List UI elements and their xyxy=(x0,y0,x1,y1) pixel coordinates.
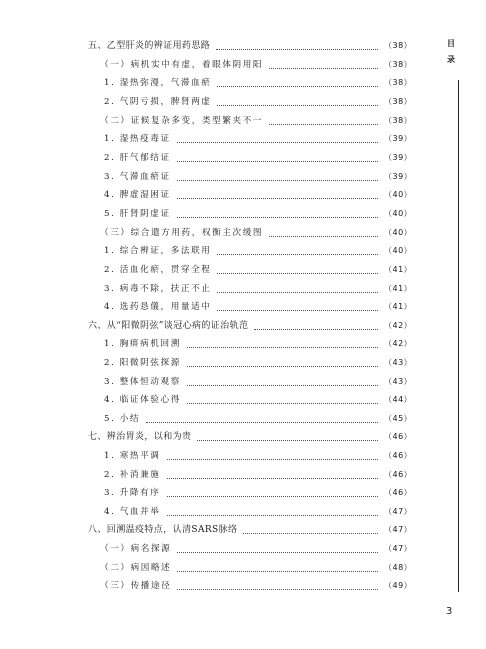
toc-entry xyxy=(0,149,486,167)
toc-entry xyxy=(0,391,486,409)
toc-page-number: （46） xyxy=(384,470,413,479)
toc-entry xyxy=(0,280,486,298)
toc-entry-title: 五、乙型肝炎的辨证用药思路 xyxy=(88,41,211,51)
toc-page-number: （41） xyxy=(384,302,413,311)
toc-entry xyxy=(0,224,486,242)
toc-entry-title: 1. 寒热平调 xyxy=(104,451,161,461)
toc-entry-title: 六、从“阳微阴弦”谈冠心病的证治轨范 xyxy=(88,321,249,331)
toc-entry-title: 4. 选药恳儀，用量适中 xyxy=(104,302,212,312)
toc-entry-title: 3. 病毒不除，扶正不止 xyxy=(104,284,212,294)
toc-entry-title: 3. 升降有序 xyxy=(104,488,161,498)
dot-leader xyxy=(216,49,378,50)
dot-leader xyxy=(197,440,378,441)
toc-entry xyxy=(0,373,486,391)
side-tab-char: 目 xyxy=(447,39,455,48)
toc-page-number: （47） xyxy=(384,507,413,516)
dot-leader xyxy=(243,533,378,534)
toc-page-number: （39） xyxy=(384,153,413,162)
toc-page-number: （46） xyxy=(384,451,413,460)
toc-page-number: （39） xyxy=(384,134,413,143)
toc-entry-title: 4. 临证体验心得 xyxy=(104,395,181,405)
toc-page-number: （48） xyxy=(384,563,413,572)
toc-page-number: （41） xyxy=(384,265,413,274)
toc-entry-title: 1. 湿热弥漫，气滞血瘀 xyxy=(104,78,212,88)
dot-leader xyxy=(177,142,378,143)
toc-page-number: （46） xyxy=(384,432,413,441)
toc-entry-title: （三）综合遣方用药，权衡主次缓图 xyxy=(100,228,264,238)
toc-page-number: （39） xyxy=(384,172,413,181)
toc-page-number: （47） xyxy=(384,525,413,534)
toc-entry xyxy=(0,577,486,595)
dot-leader xyxy=(167,459,378,460)
toc-page-number: （44） xyxy=(384,395,413,404)
dot-leader xyxy=(167,478,378,479)
toc-entry-title: 3. 整体恒动观察 xyxy=(104,377,181,387)
toc-page-number: （38） xyxy=(384,97,413,106)
dot-leader xyxy=(217,254,378,255)
toc-page-number: （49） xyxy=(384,581,413,590)
toc-entry xyxy=(0,559,486,577)
page-number: 3 xyxy=(446,606,453,617)
toc-entry-title: 4. 脾虚湿困证 xyxy=(104,190,171,200)
toc-page-number: （42） xyxy=(384,339,413,348)
side-tab-contents xyxy=(444,36,458,68)
toc-entry xyxy=(0,428,486,446)
toc-entry xyxy=(0,484,486,502)
dot-leader xyxy=(217,310,378,311)
side-tab-char: 录 xyxy=(447,55,455,64)
dot-leader xyxy=(217,292,378,293)
toc-entry-title: （三）传播途径 xyxy=(100,581,172,591)
toc-entry xyxy=(0,410,486,428)
toc-page-number: （42） xyxy=(384,321,413,330)
dot-leader xyxy=(187,403,378,404)
toc-entry-title: 1. 湿热疫毒证 xyxy=(104,134,171,144)
toc-entry xyxy=(0,447,486,465)
dot-leader xyxy=(177,571,378,572)
toc-entry-title: 2. 肝气郁结证 xyxy=(104,153,171,163)
dot-leader xyxy=(217,86,378,87)
dot-leader xyxy=(217,105,378,106)
toc-entry xyxy=(0,37,486,55)
toc-entry xyxy=(0,242,486,260)
toc-page-number: （40） xyxy=(384,246,413,255)
dot-leader xyxy=(167,496,378,497)
toc-entry xyxy=(0,521,486,539)
dot-leader xyxy=(177,217,378,218)
toc-page-number: （43） xyxy=(384,358,413,367)
toc-entry xyxy=(0,298,486,316)
toc-entry-title: 5. 小结 xyxy=(104,414,141,424)
toc-page-number: （46） xyxy=(384,488,413,497)
toc-entry xyxy=(0,261,486,279)
toc-entry-title: （一）病机实中有虚，着眼体阴用阳 xyxy=(100,60,264,70)
toc-entry-title: 5. 肝肾阴虚证 xyxy=(104,209,171,219)
dot-leader xyxy=(177,198,378,199)
toc-entry xyxy=(0,354,486,372)
toc-page-number: （38） xyxy=(384,41,413,50)
toc-page-number: （47） xyxy=(384,544,413,553)
dot-leader xyxy=(177,180,378,181)
toc-entry-title: 1. 综合辨证，多法联用 xyxy=(104,246,212,256)
toc-page-number: （38） xyxy=(384,116,413,125)
toc-entry xyxy=(0,74,486,92)
dot-leader xyxy=(146,422,378,423)
toc-entry-title: 2. 补消兼施 xyxy=(104,470,161,480)
toc-entry xyxy=(0,93,486,111)
toc-entry xyxy=(0,540,486,558)
toc-page-number: （38） xyxy=(384,78,413,87)
dot-leader xyxy=(187,385,378,386)
toc-page-number: （38） xyxy=(384,60,413,69)
side-rule xyxy=(458,80,459,592)
toc-entry-title: 2. 活血化瘀，贯穿全程 xyxy=(104,265,212,275)
toc-entry xyxy=(0,466,486,484)
toc-entry xyxy=(0,317,486,335)
dot-leader xyxy=(269,124,378,125)
toc-entry-title: 1. 胸痹病机回溯 xyxy=(104,339,181,349)
toc-entry xyxy=(0,168,486,186)
toc-entry xyxy=(0,112,486,130)
dot-leader xyxy=(254,329,378,330)
dot-leader xyxy=(269,236,378,237)
dot-leader xyxy=(269,68,378,69)
dot-leader xyxy=(177,161,378,162)
toc-entry-title: 4. 气血并举 xyxy=(104,507,161,517)
toc-entry-title: 2. 阳微阴弦探源 xyxy=(104,358,181,368)
toc-page-number: （45） xyxy=(384,414,413,423)
dot-leader xyxy=(187,366,378,367)
toc-page-number: （40） xyxy=(384,209,413,218)
toc-entry xyxy=(0,335,486,353)
toc-entry-title: 2. 气阴亏损，脾肾两虚 xyxy=(104,97,212,107)
toc-entry xyxy=(0,205,486,223)
dot-leader xyxy=(167,515,378,516)
toc-entry-title: 3. 气滞血瘀证 xyxy=(104,172,171,182)
toc-page-number: （40） xyxy=(384,190,413,199)
dot-leader xyxy=(177,589,378,590)
toc-entry-title: （二）病因略述 xyxy=(100,563,172,573)
toc-page-number: （41） xyxy=(384,284,413,293)
toc-entry-title: 七、辨治胃炎，以和为贵 xyxy=(88,432,192,442)
toc-entry-title: （二）证候复杂多变，类型繁夹不一 xyxy=(100,116,264,126)
toc-entry xyxy=(0,56,486,74)
dot-leader xyxy=(217,273,378,274)
toc-page-number: （40） xyxy=(384,228,413,237)
toc-entry xyxy=(0,186,486,204)
toc-entry xyxy=(0,503,486,521)
toc-page-number: （43） xyxy=(384,377,413,386)
toc-entry-title: （一）病名探源 xyxy=(100,544,172,554)
dot-leader xyxy=(177,552,378,553)
toc-entry-title: 八、回溯温疫特点，认清SARS脉络 xyxy=(88,525,238,535)
dot-leader xyxy=(187,347,378,348)
toc-entry xyxy=(0,130,486,148)
